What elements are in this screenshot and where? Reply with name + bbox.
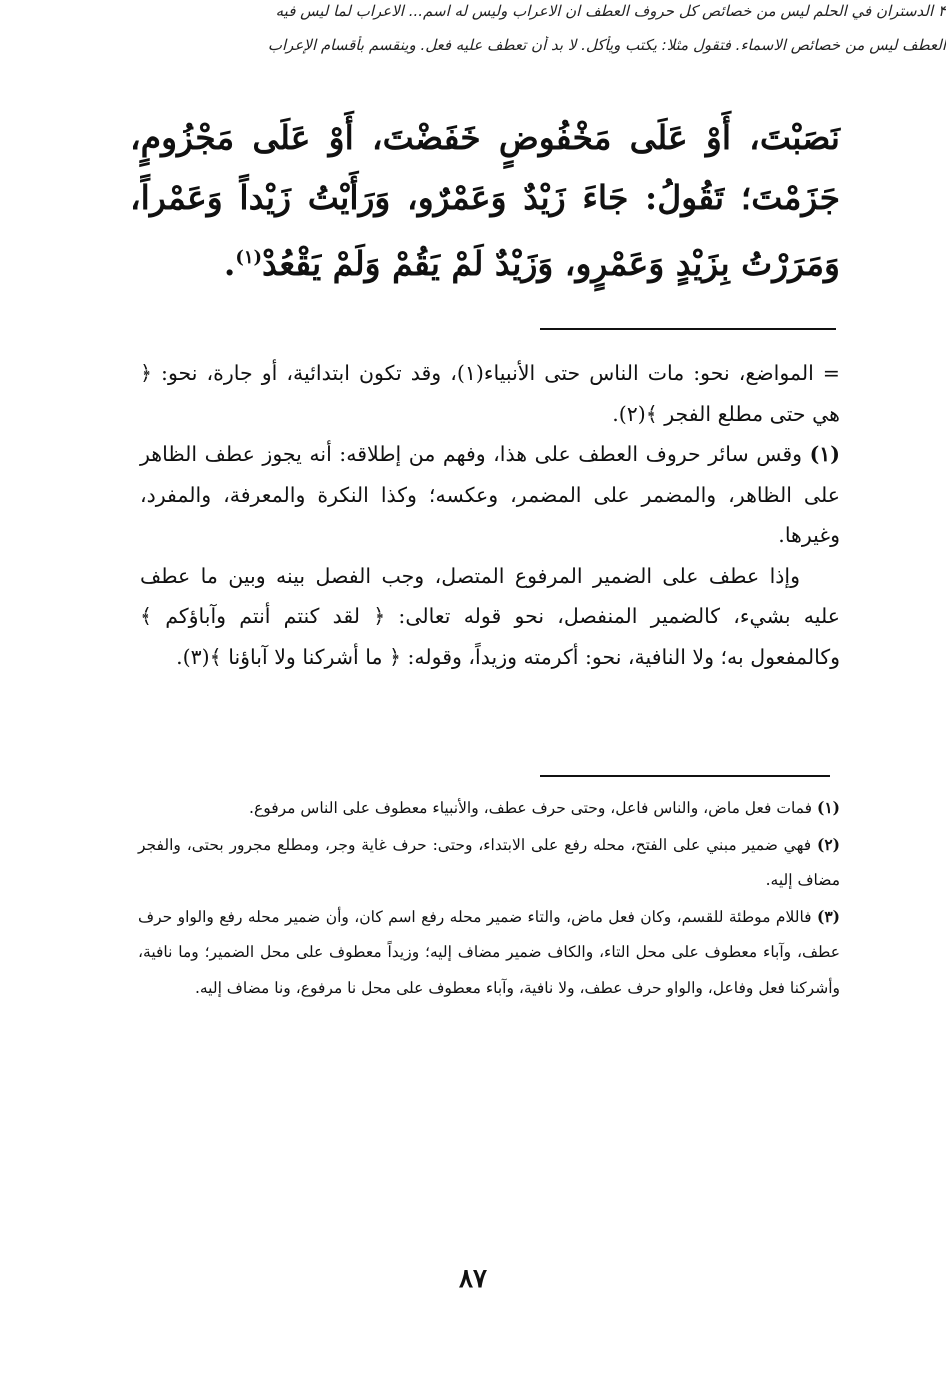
footnote-number: (٣) xyxy=(816,906,840,926)
footnote-number: (١) xyxy=(816,798,840,817)
main-text-block xyxy=(130,108,840,294)
main-text-end: . xyxy=(223,244,236,283)
main-text: نَصَبْتَ، أَوْ عَلَى مَخْفُوضٍ خَفَضْتَ، أَوْ عَلَى مَجْزُومٍ، جَزَمْتَ؛ تَقُولُ: جَاءَ زَيْدٌ وَعَمْرٌو، وَرَأَيْتُ زَيْداً وَعَمْراً، وَمَرَرْتُ بِزَيْدٍ وَعَمْرٍو، وَزَيْدٌ لَمْ يَقُمْ وَلَمْ يَقْعُدْ xyxy=(130,118,840,283)
footnote-text: فمات فعل ماض، والناس فاعل، وحتى حرف عطف، والأنبياء معطوف على الناس مرفوع. xyxy=(249,799,813,817)
commentary-note-text: وقس سائر حروف العطف على هذا، وفهم من إطلاقه: أنه يجوز عطف الظاهر على الظاهر، والمضمر على المضمر، وعكسه؛ وكذا النكرة والمعرفة، والمفرد، وغيرها. xyxy=(140,442,840,547)
commentary-note-number: (١) xyxy=(809,442,840,466)
handwritten-note-second: العطف ليس من خصائص الاسماء. فتقول مثلا: يكتب ويأكل. لا بد أن تعطف عليه فعل. وينقسم بأقسام الإعراب xyxy=(267,36,946,54)
commentary-continuation: = المواضع، نحو: مات الناس حتى الأنبياء(١)، وقد تكون ابتدائية، أو جارة، نحو: ﴿ هي حتى مطلع الفجر ﴾(٢). xyxy=(140,361,840,426)
footnote xyxy=(138,790,840,827)
handwritten-note-top: ۴ الدستران في الحلم ليس من خصائص كل حروف العطف ان الاعراب وليس له اسم... الاعراب لما ليس فيه xyxy=(275,2,946,20)
commentary-paragraph: وإذا عطف على الضمير المرفوع المتصل، وجب الفصل بينه وبين ما عطف عليه بشيء، كالضمير المنفصل، نحو قوله تعالى: ﴿ لقد كنتم أنتم وآباؤكم ﴾ وكالمفعول به؛ ولا النافية، نحو: أكرمته وزيداً، وقوله: ﴿ ما أشركنا ولا آباؤنا ﴾(٣). xyxy=(140,563,840,669)
footnote xyxy=(138,827,840,899)
commentary-note xyxy=(140,434,840,556)
separator-line xyxy=(540,328,836,330)
footnote-separator xyxy=(540,775,830,777)
main-text-ref: (١) xyxy=(235,247,263,268)
page-number: ٨٧ xyxy=(459,1264,487,1294)
footnote xyxy=(138,899,840,1007)
footnote-number: (٢) xyxy=(816,834,840,854)
commentary-block xyxy=(140,353,840,677)
footnote-text: فاللام موطئة للقسم، وكان فعل ماض، والتاء ضمير محله رفع اسم كان، وأن ضمير محله رفع والواو حرف عطف، وآباء معطوف على محل التاء، والكاف ضمير مضاف إليه؛ وزيداً معطوف على محل الضمير؛ وما نافية، وأشركنا فعل وفاعل، والواو حرف عطف، ولا نافية، وآباء معطوف على محل نا مرفوع، ونا مضاف إليه. xyxy=(138,907,840,997)
footnote-text: فهي ضمير مبني على الفتح، محله رفع على الابتداء، وحتى: حرف غاية وجر، ومطلع مجرور بحتى، والفجر مضاف إليه. xyxy=(138,835,840,889)
footnotes-block xyxy=(138,790,840,1006)
